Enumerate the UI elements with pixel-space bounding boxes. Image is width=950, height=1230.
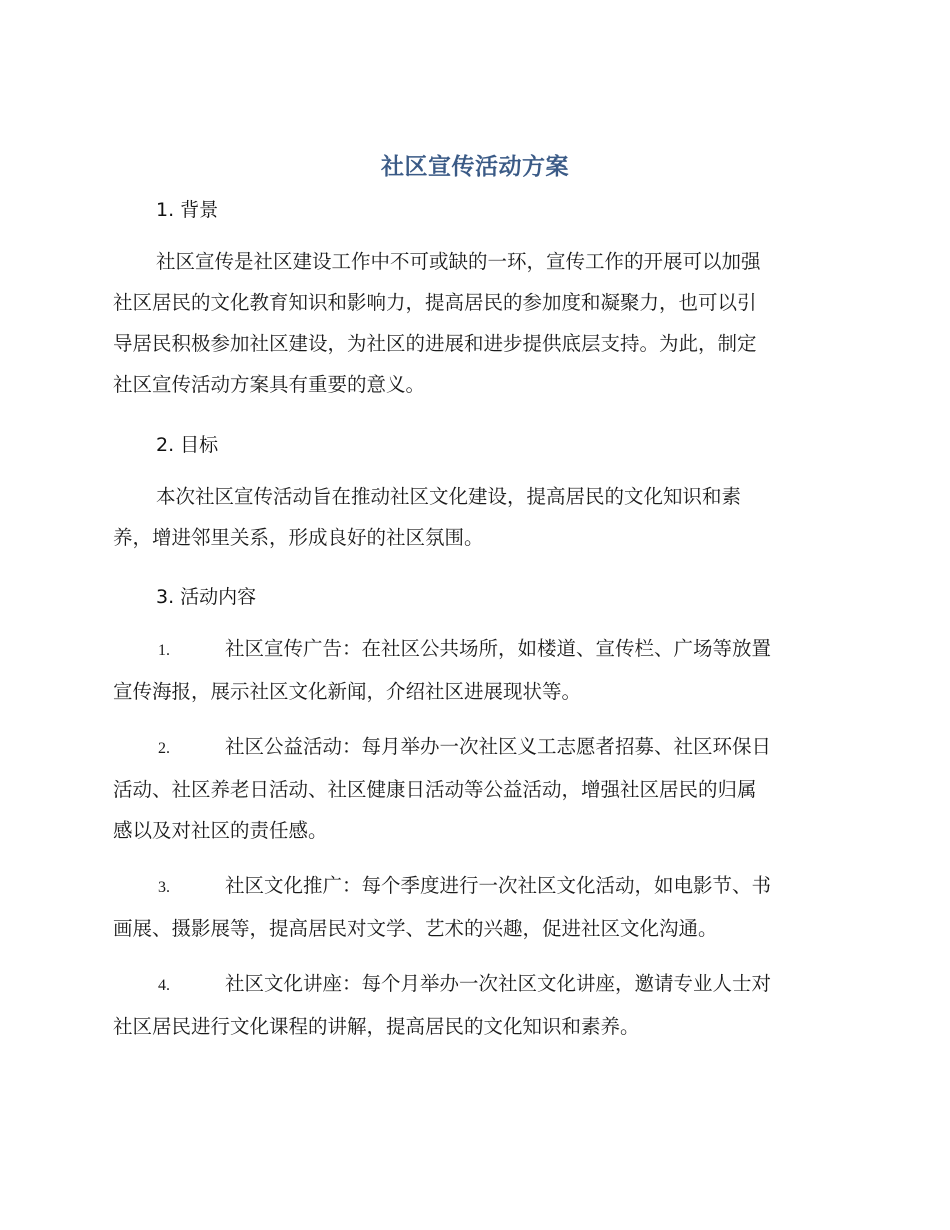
list-item-text: 画展、摄影展等，提高居民对文学、艺术的兴趣，促进社区文化沟通。 — [113, 917, 718, 940]
list-item-text: 感以及对社区的责任感。 — [113, 819, 328, 842]
document-title: 社区宣传活动方案 — [381, 154, 569, 180]
list-item — [113, 865, 833, 949]
list-item-number: 2. — [158, 740, 170, 757]
list-item-number: 1. — [158, 642, 170, 659]
paragraph-line: 养，增进邻里关系，形成良好的社区氛围。 — [113, 526, 484, 549]
goal-paragraph — [113, 476, 833, 558]
paragraph-line: 本次社区宣传活动旨在推动社区文化建设，提高居民的文化知识和素 — [156, 485, 742, 508]
list-item-text: 社区文化推广：每个季度进行一次社区文化活动，如电影节、书 — [225, 874, 772, 897]
paragraph-line: 社区宣传活动方案具有重要的意义。 — [113, 373, 426, 396]
paragraph-line: 社区居民的文化教育知识和影响力，提高居民的参加度和凝聚力，也可以引 — [113, 291, 757, 314]
list-item — [113, 963, 833, 1047]
list-item-text: 宣传海报，展示社区文化新闻，介绍社区进展现状等。 — [113, 680, 582, 703]
paragraph-line: 社区宣传是社区建设工作中不可或缺的一环，宣传工作的开展可以加强 — [156, 250, 761, 273]
section-heading-goal: 2. 目标 — [156, 434, 219, 456]
list-item-number: 3. — [158, 879, 170, 896]
background-paragraph — [113, 241, 833, 405]
list-item-text: 社区公益活动：每月举办一次社区义工志愿者招募、社区环保日 — [225, 735, 772, 758]
list-item-text: 活动、社区养老日活动、社区健康日活动等公益活动，增强社区居民的归属 — [113, 778, 757, 801]
list-item-text: 社区居民进行文化课程的讲解，提高居民的文化知识和素养。 — [113, 1015, 640, 1038]
section-heading-activities: 3. 活动内容 — [156, 586, 257, 608]
list-item — [113, 726, 833, 851]
section-heading-background: 1. 背景 — [156, 199, 219, 221]
paragraph-line: 导居民积极参加社区建设，为社区的进展和进步提供底层支持。为此，制定 — [113, 332, 757, 355]
list-item-text: 社区宣传广告：在社区公共场所，如楼道、宣传栏、广场等放置 — [225, 637, 772, 660]
list-item-text: 社区文化讲座：每个月举办一次社区文化讲座，邀请专业人士对 — [225, 972, 772, 995]
list-item-number: 4. — [158, 977, 170, 994]
list-item — [113, 628, 833, 712]
